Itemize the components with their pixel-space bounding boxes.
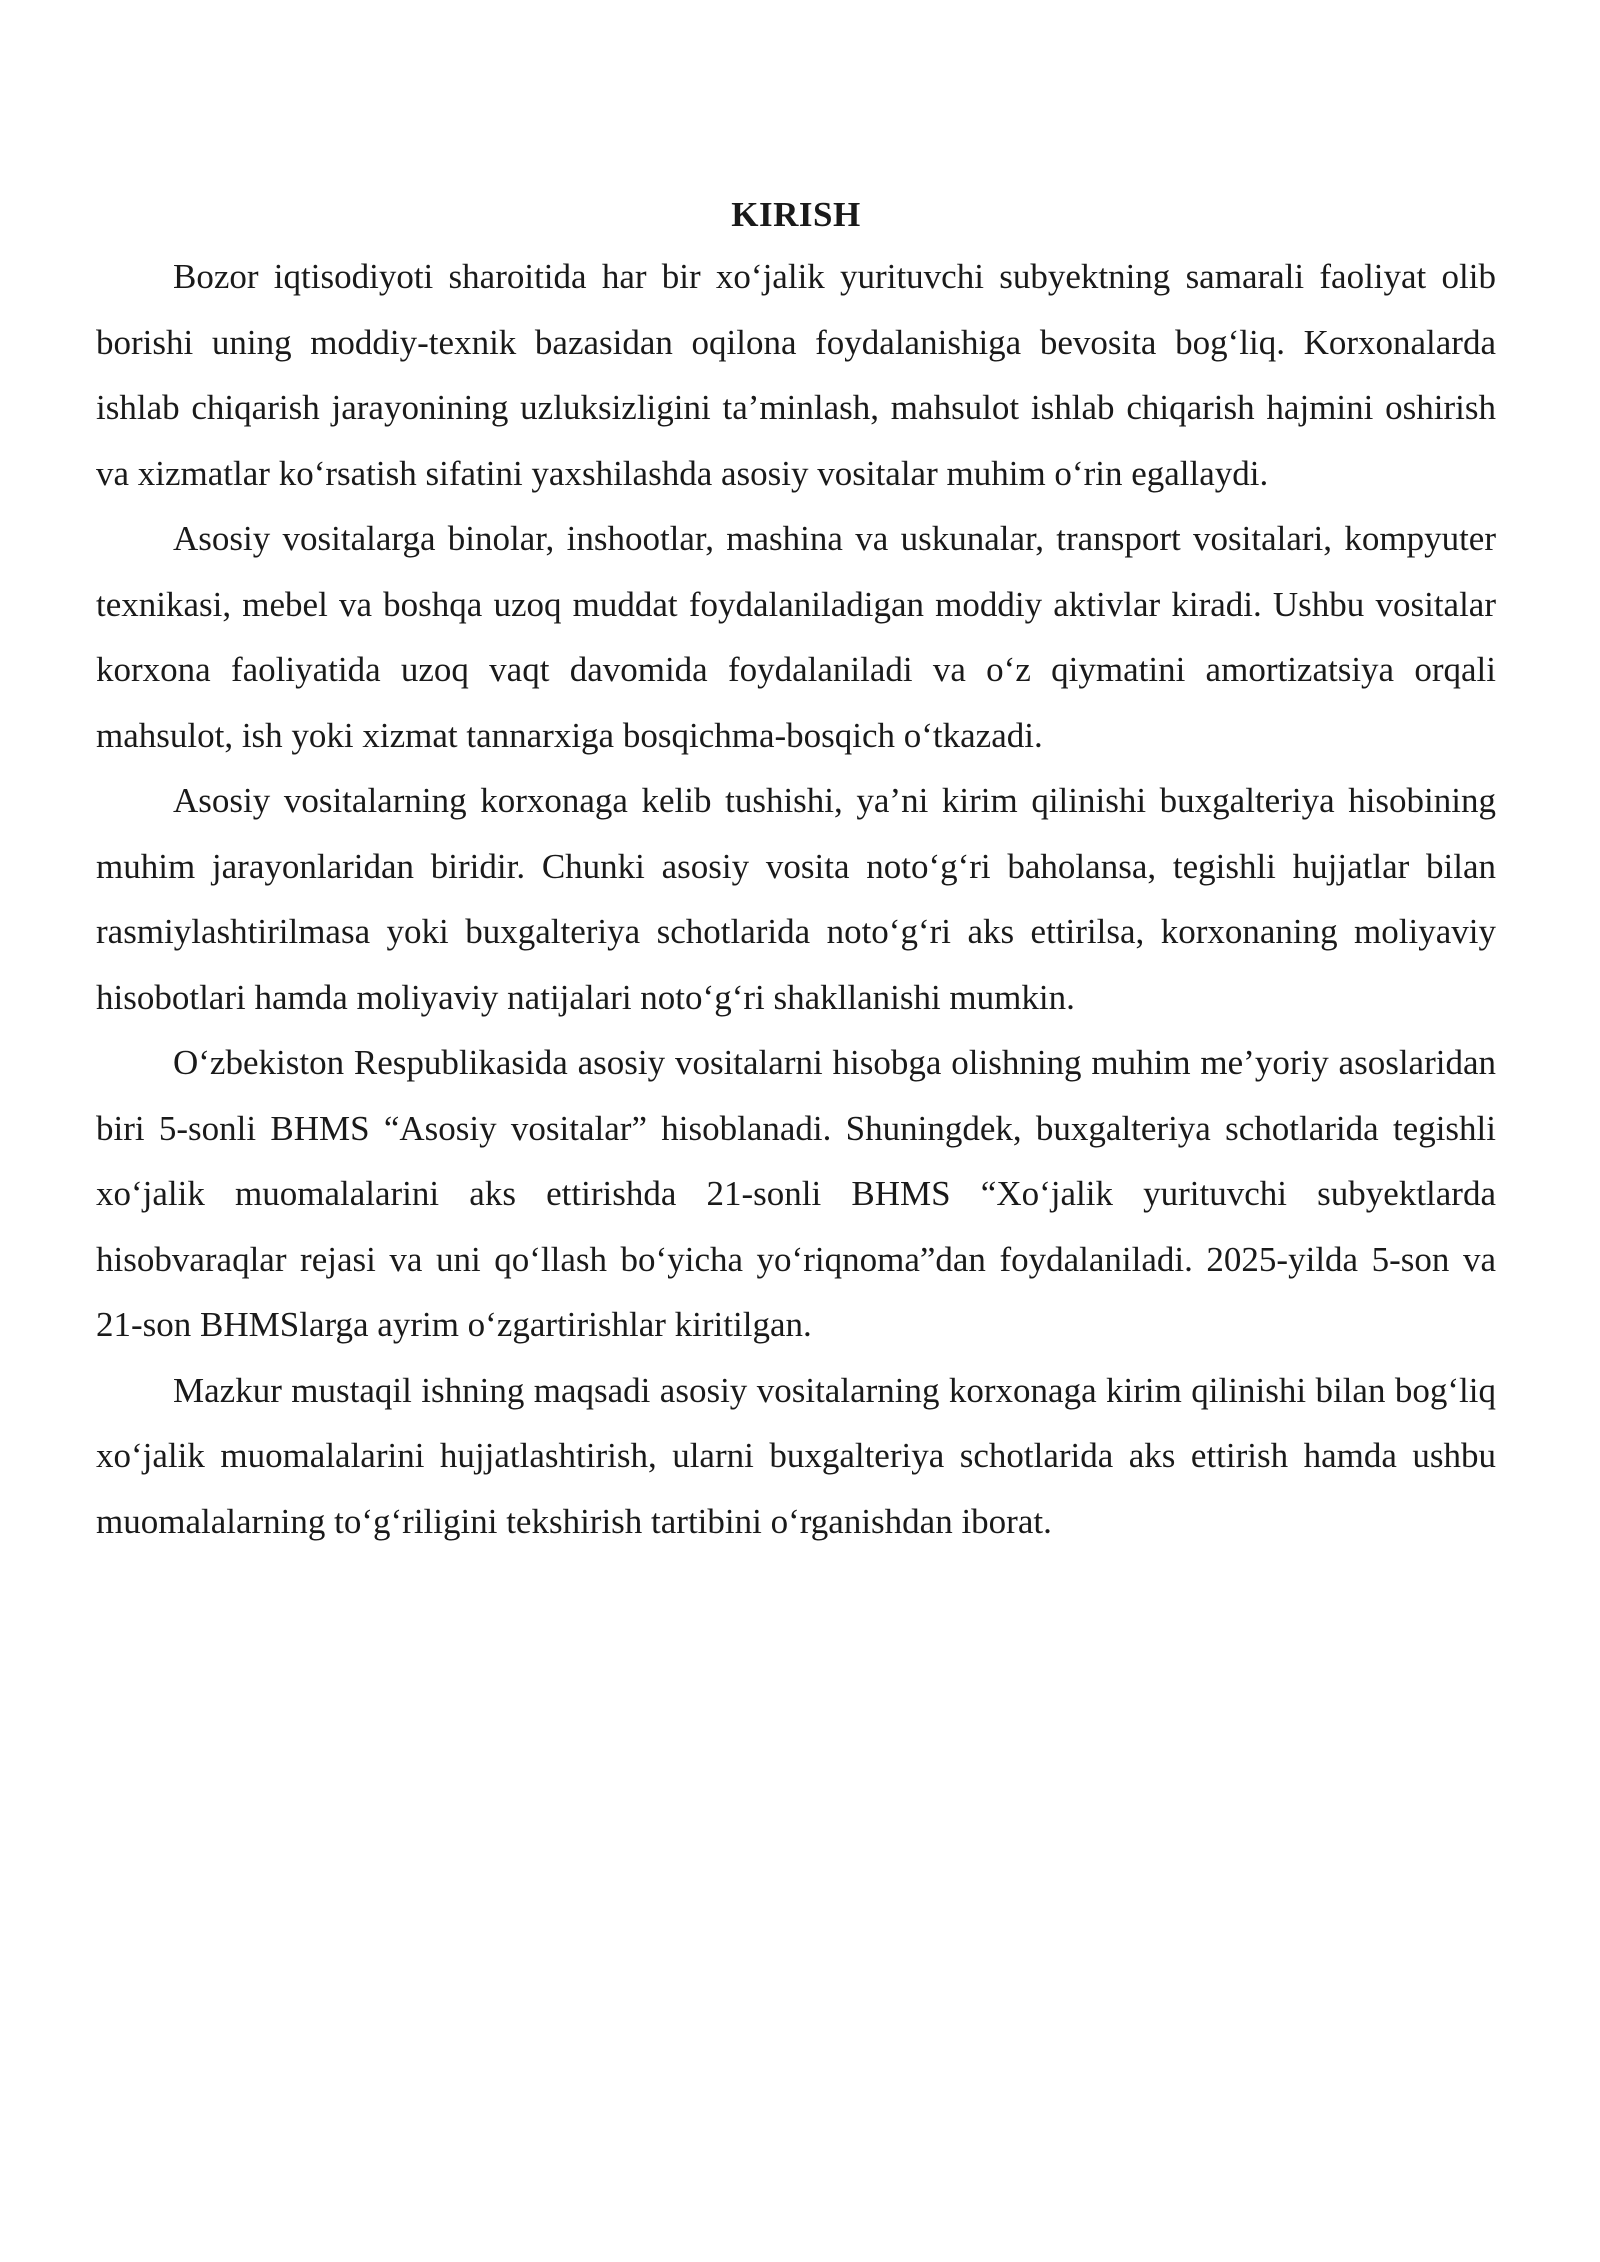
page-title: KIRISH [731, 195, 861, 234]
paragraph-5: Mazkur mustaqil ishning maqsadi asosiy vositalarning korxonaga kirim qilinishi bilan bog‘liq xo‘jalik muomalalarini hujjatlashtirish, ularni buxgalteriya schotlarida aks ettirish hamda ushbu muomalalarning to‘g‘riligini tekshirish tartibini o‘rganishdan iborat. [96, 1370, 1496, 1541]
paragraph-2: Asosiy vositalarga binolar, inshootlar, mashina va uskunalar, transport vositalari, kompyuter texnikasi, mebel va boshqa uzoq muddat foydalaniladigan moddiy aktivlar kiradi. Ushbu vositalar korxona faoliyatida uzoq vaqt davomida foydalaniladi va o‘z qiymatini amortizatsiya orqali mahsulot, ish yoki xizmat tannarxiga bosqichma-bosqich o‘tkazadi. [96, 519, 1496, 755]
document-body [96, 186, 1496, 1554]
paragraph-4: O‘zbekiston Respublikasida asosiy vositalarni hisobga olishning muhim me’yoriy asoslaridan biri 5-sonli BHMS “Asosiy vositalar” hisoblanadi. Shuningdek, buxgalteriya schotlarida tegishli xo‘jalik muomalalarini aks ettirishda 21-sonli BHMS “Xo‘jalik yurituvchi subyektlarda hisobvaraqlar rejasi va uni qo‘llash bo‘yicha yo‘riqnoma”dan foydalaniladi. 2025-yilda 5-son va 21-son BHMSlarga ayrim o‘zgartirishlar kiritilgan. [96, 1043, 1496, 1344]
paragraph-3: Asosiy vositalarning korxonaga kelib tushishi, ya’ni kirim qilinishi buxgalteriya hisobining muhim jarayonlaridan biridir. Chunki asosiy vosita noto‘g‘ri baholansa, tegishli hujjatlar bilan rasmiylashtirilmasa yoki buxgalteriya schotlarida noto‘g‘ri aks ettirilsa, korxonaning moliyaviy hisobotlari hamda moliyaviy natijalari noto‘g‘ri shakllanishi mumkin. [96, 781, 1496, 1017]
paragraph-1: Bozor iqtisodiyoti sharoitida har bir xo‘jalik yurituvchi subyektning samarali faoliyat olib borishi uning moddiy-texnik bazasidan oqilona foydalanishiga bevosita bog‘liq. Korxonalarda ishlab chiqarish jarayonining uzluksizligini ta’minlash, mahsulot ishlab chiqarish hajmini oshirish va xizmatlar ko‘rsatish sifatini yaxshilashda asosiy vositalar muhim o‘rin egallaydi. [96, 257, 1496, 493]
